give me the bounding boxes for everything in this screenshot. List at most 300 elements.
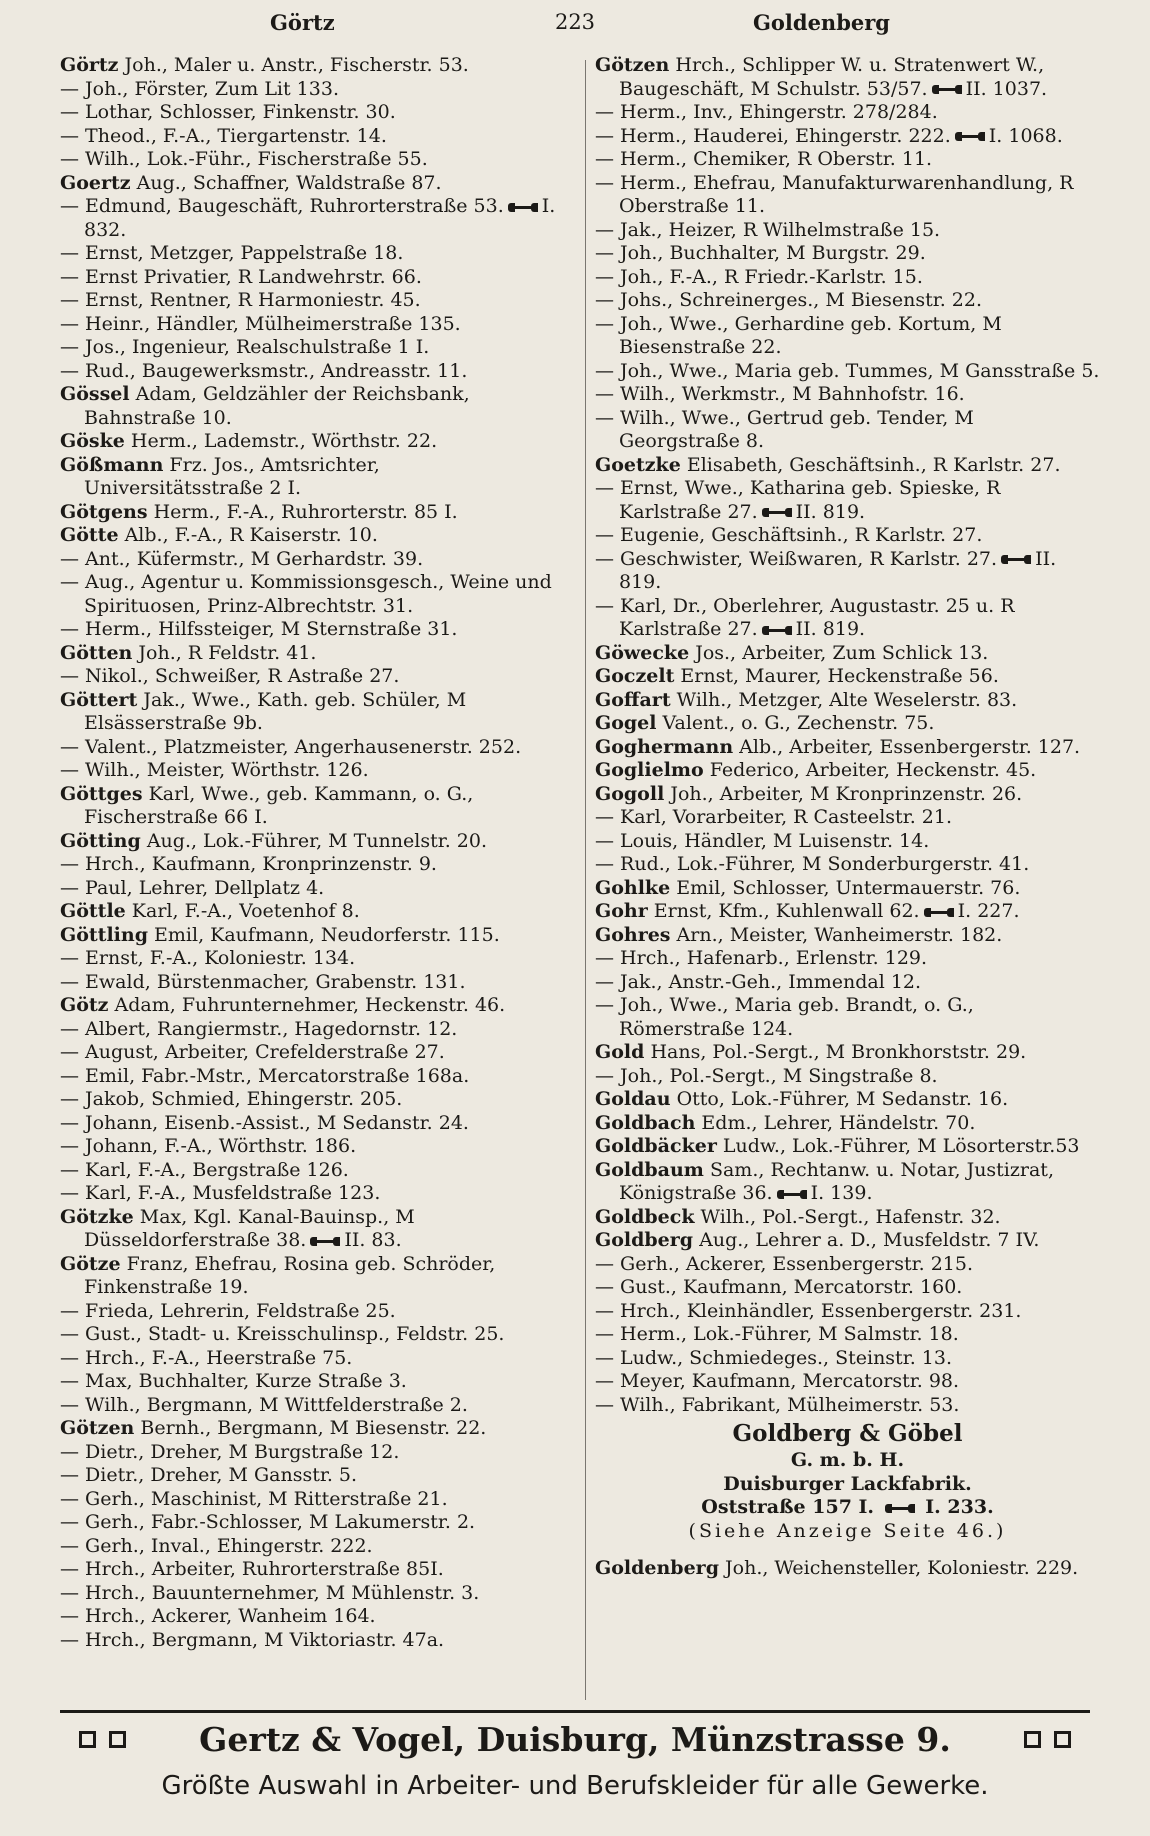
entry-surname: Goldenberg (595, 1557, 719, 1579)
entry-details: — Ernst Privatier, R Landwehrstr. 66. (60, 265, 422, 288)
entry-details: — Jos., Ingenieur, Realschulstraße 1 I. (60, 336, 430, 358)
entry-details: — Edmund, Baugeschäft, Ruhrorterstraße 53. (60, 195, 504, 217)
directory-entry (60, 430, 565, 454)
directory-entry (60, 1464, 565, 1488)
entry-details: Frz. Jos., Amtsrichter, Universitätsstraße 2 I. (84, 453, 380, 499)
entry-details: Wilh., Pol.-Sergt., Hafenstr. 32. (694, 1205, 1001, 1228)
entry-details: Arn., Meister, Wanheimerstr. 182. (670, 923, 1003, 946)
directory-entry (60, 1159, 565, 1183)
footer-advertisement (60, 1717, 1090, 1763)
entry-details: — Joh., Wwe., Maria geb. Tummes, M Gansstraße 5. (595, 359, 1100, 382)
entry-details: Jak., Wwe., Kath. geb. Schüler, M Elsässerstraße 9b. (84, 688, 467, 734)
directory-entry (60, 1347, 565, 1371)
directory-entry (60, 1112, 565, 1136)
directory-entry (595, 548, 1100, 595)
directory-entry (595, 54, 1100, 101)
square-ornament-icon (79, 1731, 96, 1748)
directory-entry (60, 1323, 565, 1347)
directory-entry (595, 1229, 1100, 1253)
directory-entry (60, 1018, 565, 1042)
entry-details: — Paul, Lehrer, Dellplatz 4. (60, 876, 325, 899)
entry-details: — Ludw., Schmiedeges., Steinstr. 13. (595, 1346, 952, 1369)
entry-details: Emil, Schlosser, Untermauerstr. 76. (670, 876, 1021, 899)
directory-entry (595, 783, 1100, 807)
entry-details: Herm., F.-A., Ruhrorterstr. 85 I. (147, 500, 458, 523)
square-ornament-icon (1024, 1731, 1041, 1748)
entry-details: Emil, Kaufmann, Neudorferstr. 115. (148, 923, 500, 946)
directory-entry (595, 971, 1100, 995)
entry-details: — August, Arbeiter, Crefelderstraße 27. (60, 1041, 445, 1063)
entry-details: — Wilh., Meister, Wörthstr. 126. (60, 759, 369, 781)
right-column (595, 54, 1100, 1581)
directory-entry (595, 219, 1100, 243)
entry-surname: Goldbaum (595, 1158, 704, 1181)
entry-details: — Joh., Wwe., Gerhardine geb. Kortum, M Biesenstraße 22. (595, 312, 1002, 358)
entry-surname: Gohres (595, 923, 671, 946)
entry-details: Karl, F.-A., Voetenhof 8. (125, 900, 360, 922)
entry-details: Sam., Rechtanw. u. Notar, Justizrat, Königstraße 36. (619, 1158, 1054, 1204)
directory-entry (60, 877, 565, 901)
entry-details: — Hrch., Bergmann, M Viktoriastr. 47a. (60, 1628, 445, 1651)
entry-details: — Meyer, Kaufmann, Mercatorstr. 98. (595, 1370, 960, 1392)
ad-phone: I. 233. (925, 1496, 994, 1518)
directory-entry (60, 1394, 565, 1418)
entry-details: Herm., Lademstr., Wörthstr. 22. (124, 430, 438, 452)
directory-entry (60, 1605, 565, 1629)
telephone-icon (777, 1190, 807, 1199)
entry-details: — Valent., Platzmeister, Angerhausenerstr. 252. (60, 735, 522, 758)
directory-entry (60, 783, 565, 830)
telephone-icon (762, 626, 792, 635)
ad-address: Oststraße 157 I. (701, 1496, 875, 1518)
directory-entry (60, 195, 565, 242)
entry-surname: Göske (60, 430, 125, 452)
entry-details: — Joh., F.-A., R Friedr.-Karlstr. 15. (595, 265, 923, 288)
telephone-icon (1001, 555, 1031, 564)
directory-entry (60, 524, 565, 548)
entry-surname: Gohlke (595, 876, 671, 899)
directory-entry (60, 924, 565, 948)
entry-details: — Hrch., Kleinhändler, Essenbergerstr. 231. (595, 1299, 1022, 1322)
entry-details: — Frieda, Lehrerin, Feldstraße 25. (60, 1299, 396, 1322)
right-column-final-entries (595, 1557, 1100, 1581)
telephone-icon (955, 132, 985, 141)
directory-entry (595, 125, 1100, 149)
entry-details: — Rud., Lok.-Führer, M Sonderburgerstr. 41. (595, 853, 1030, 875)
telephone-icon (885, 1504, 915, 1513)
entry-details: — Hrch., Ackerer, Wanheim 164. (60, 1605, 376, 1627)
directory-entry (60, 830, 565, 854)
directory-entry (595, 101, 1100, 125)
entry-details: — Herm., Lok.-Führer, M Salmstr. 18. (595, 1323, 959, 1345)
directory-entry (595, 877, 1100, 901)
header-left-keyword: Görtz (270, 10, 335, 35)
entry-details: — Ernst, Wwe., Katharina geb. Spieske, R Karlstraße 27. (595, 477, 1001, 523)
entry-details: — Ernst, Rentner, R Harmoniestr. 45. (60, 289, 421, 311)
directory-entry (60, 994, 565, 1018)
entry-surname: Götgens (60, 500, 148, 523)
entry-details: — Hrch., Arbeiter, Ruhrorterstraße 85I. (60, 1558, 444, 1580)
entry-surname: Gössel (60, 383, 130, 405)
entry-surname: Gohr (595, 900, 648, 922)
directory-entry (60, 947, 565, 971)
directory-entry (595, 806, 1100, 830)
entry-details: — Joh., Wwe., Maria geb. Brandt, o. G., Römerstraße 124. (595, 994, 974, 1040)
entry-surname: Götting (60, 829, 141, 852)
entry-details: Joh., Weichensteller, Koloniestr. 229. (718, 1557, 1079, 1579)
entry-details: Ludw., Lok.-Führer, M Lösorterstr.53 (716, 1135, 1080, 1157)
entry-surname: Göttle (60, 900, 126, 922)
directory-entry (60, 1300, 565, 1324)
entry-details: Alb., Arbeiter, Essenbergerstr. 127. (733, 735, 1081, 758)
entry-details: Max, Kgl. Kanal-Bauinsp., M Düsseldorferstraße 38. (84, 1205, 415, 1251)
page-header (60, 10, 1090, 38)
directory-entry (595, 947, 1100, 971)
directory-entry (595, 454, 1100, 478)
entry-surname: Goldau (595, 1088, 671, 1110)
entry-details: Adam, Geldzähler der Reichsbank, Bahnstraße 10. (84, 383, 470, 429)
directory-entry (60, 1206, 565, 1253)
directory-entry (60, 618, 565, 642)
entry-surname: Göttges (60, 782, 143, 805)
entry-details: Elisabeth, Geschäftsinh., R Karlstr. 27. (680, 453, 1061, 476)
directory-entry (60, 1041, 565, 1065)
ad-company-name: Goldberg & Göbel (732, 1420, 963, 1447)
entry-details: Bernh., Bergmann, M Biesenstr. 22. (134, 1417, 487, 1439)
footer-tagline: Größte Auswahl in Arbeiter- und Berufskleider für alle Gewerke. (161, 1771, 989, 1801)
directory-entry (60, 148, 565, 172)
entry-details: Hans, Pol.-Sergt., M Bronkhorststr. 29. (644, 1041, 1027, 1063)
entry-surname: Goffart (595, 688, 671, 711)
entry-details: — Aug., Agentur u. Kommissionsgesch., Weine und Spirituosen, Prinz-Albrechtstr. 31. (60, 571, 552, 617)
directory-entry (60, 971, 565, 995)
directory-entry (60, 289, 565, 313)
directory-entry (595, 736, 1100, 760)
directory-entry (595, 477, 1100, 524)
directory-entry (595, 595, 1100, 642)
directory-entry (595, 1557, 1100, 1581)
directory-entry (595, 1276, 1100, 1300)
directory-entry (595, 1065, 1100, 1089)
telephone-icon (310, 1237, 340, 1246)
entry-details: — Ant., Küfermstr., M Gerhardstr. 39. (60, 547, 424, 570)
entry-phone: I. 227. (957, 900, 1020, 922)
entry-surname: Goglielmo (595, 759, 704, 781)
entry-surname: Gogel (595, 712, 657, 734)
entry-details: Federico, Arbeiter, Heckenstr. 45. (703, 759, 1037, 781)
entry-details: — Johann, Eisenb.-Assist., M Sedanstr. 24. (60, 1111, 469, 1134)
directory-entry (595, 383, 1100, 407)
entry-details: — Heinr., Händler, Mülheimerstraße 135. (60, 312, 461, 335)
entry-surname: Goetzke (595, 453, 681, 476)
directory-entry (60, 501, 565, 525)
directory-entry (60, 336, 565, 360)
telephone-icon (508, 203, 538, 212)
entry-details: — Emil, Fabr.-Mstr., Mercatorstraße 168a. (60, 1064, 470, 1087)
header-right-keyword: Goldenberg (752, 10, 890, 35)
directory-entry (60, 642, 565, 666)
telephone-icon (762, 508, 792, 517)
entry-details: — Albert, Rangiermstr., Hagedornstr. 12. (60, 1017, 458, 1040)
entry-details: — Jak., Heizer, R Wilhelmstraße 15. (595, 218, 941, 241)
directory-entry (595, 1206, 1100, 1230)
entry-details: — Ernst, F.-A., Koloniestr. 134. (60, 947, 356, 969)
telephone-icon (924, 908, 954, 917)
inline-advertisement (595, 1419, 1100, 1543)
directory-entry (595, 759, 1100, 783)
entry-details: — Gerh., Inval., Ehingerstr. 222. (60, 1534, 373, 1557)
directory-entry (60, 172, 565, 196)
entry-details: Adam, Fuhrunternehmer, Heckenstr. 46. (108, 994, 506, 1016)
directory-entry (60, 1370, 565, 1394)
directory-entry (595, 1135, 1100, 1159)
entry-details: — Karl, Vorarbeiter, R Casteelstr. 21. (595, 806, 952, 828)
entry-details: Ernst, Maurer, Heckenstraße 56. (674, 665, 999, 687)
entry-details: — Johann, F.-A., Wörthstr. 186. (60, 1135, 357, 1157)
entry-details: — Joh., Förster, Zum Lit 133. (60, 77, 339, 100)
entry-details: — Gust., Stadt- u. Kreisschulinsp., Feldstr. 25. (60, 1323, 505, 1345)
entry-details: Jos., Arbeiter, Zum Schlick 13. (689, 641, 989, 664)
directory-entry (60, 900, 565, 924)
entry-details: — Wilh., Bergmann, M Wittfelderstraße 2. (60, 1393, 468, 1416)
ad-note: (Siehe Anzeige Seite 46.) (688, 1519, 1007, 1542)
directory-entry (595, 524, 1100, 548)
directory-entry (595, 900, 1100, 924)
directory-entry (595, 172, 1100, 219)
entry-details: — Wilh., Fabrikant, Mülheimerstr. 53. (595, 1393, 960, 1416)
directory-entry (60, 571, 565, 618)
directory-entry (595, 689, 1100, 713)
entry-phone: I. 1068. (988, 124, 1063, 147)
directory-entry (60, 1417, 565, 1441)
page-number: 223 (554, 10, 596, 34)
entry-details: — Eugenie, Geschäftsinh., R Karlstr. 27. (595, 524, 983, 546)
directory-entry (595, 1112, 1100, 1136)
entry-details: — Herm., Inv., Ehingerstr. 278/284. (595, 101, 938, 123)
entry-details: — Ernst, Metzger, Pappelstraße 18. (60, 242, 404, 264)
directory-entry (595, 924, 1100, 948)
entry-details: — Gerh., Maschinist, M Ritterstraße 21. (60, 1487, 448, 1510)
entry-details: — Rud., Baugewerksmstr., Andreasstr. 11. (60, 359, 468, 382)
entry-details: Aug., Lehrer a. D., Musfeldstr. 7 IV. (693, 1229, 1040, 1251)
entry-details: Valent., o. G., Zechenstr. 75. (656, 712, 935, 734)
entry-details: — Karl, F.-A., Bergstraße 126. (60, 1158, 349, 1181)
entry-details: — Wilh., Lok.-Führ., Fischerstraße 55. (60, 148, 428, 170)
directory-entry (60, 54, 565, 78)
entry-details: — Hrch., Hafenarb., Erlenstr. 129. (595, 947, 928, 969)
entry-details: Ernst, Kfm., Kuhlenwall 62. (647, 900, 920, 922)
entry-surname: Goczelt (595, 665, 675, 687)
entry-details: — Dietr., Dreher, M Gansstr. 5. (60, 1464, 358, 1486)
directory-entry (60, 1088, 565, 1112)
entry-details: — Hrch., F.-A., Heerstraße 75. (60, 1346, 353, 1369)
directory-entry (595, 242, 1100, 266)
ad-address-line (595, 1496, 1100, 1520)
entry-phone: II. 1037. (965, 77, 1048, 100)
directory-entry (595, 830, 1100, 854)
directory-entry (595, 1323, 1100, 1347)
entry-phone: II. 83. (344, 1229, 402, 1251)
entry-details: Alb., F.-A., R Kaiserstr. 10. (118, 524, 378, 546)
entry-surname: Gold (595, 1041, 645, 1063)
entry-details: — Karl, Dr., Oberlehrer, Augustastr. 25 u. R Karlstraße 27. (595, 594, 1015, 640)
directory-entry (60, 101, 565, 125)
directory-entry (595, 1159, 1100, 1206)
directory-entry (595, 360, 1100, 384)
entry-details: Hrch., Schlipper W. u. Stratenwert W., Baugeschäft, M Schulstr. 53/57. (619, 54, 1045, 100)
directory-entry (60, 736, 565, 760)
directory-entry (60, 313, 565, 337)
directory-entry (595, 642, 1100, 666)
directory-entry (595, 1347, 1100, 1371)
entry-details: — Herm., Ehefrau, Manufakturwarenhandlung, R Oberstraße 11. (595, 171, 1074, 217)
entry-details: — Dietr., Dreher, M Burgstraße 12. (60, 1440, 400, 1463)
square-ornament-icon (1054, 1731, 1071, 1748)
entry-details: Karl, Wwe., geb. Kammann, o. G., Fischerstraße 66 I. (84, 782, 474, 828)
directory-entry (595, 665, 1100, 689)
entry-details: — Jak., Anstr.-Geh., Immendal 12. (595, 970, 922, 993)
entry-details: — Gust., Kaufmann, Mercatorstr. 160. (595, 1276, 963, 1298)
directory-entry (595, 289, 1100, 313)
entry-surname: Gößmann (60, 453, 164, 476)
entry-details: — Herm., Chemiker, R Oberstr. 11. (595, 148, 933, 170)
entry-details: Otto, Lok.-Führer, M Sedanstr. 16. (670, 1088, 1009, 1110)
directory-entry (60, 1535, 565, 1559)
directory-entry (60, 1629, 565, 1653)
directory-entry (595, 994, 1100, 1041)
entry-surname: Goldbäcker (595, 1135, 717, 1157)
directory-entry (60, 1135, 565, 1159)
ad-business: Duisburger Lackfabrik. (723, 1472, 972, 1495)
directory-entry (60, 1253, 565, 1300)
directory-entry (595, 1041, 1100, 1065)
directory-entry (60, 759, 565, 783)
telephone-icon (932, 85, 962, 94)
right-column-entries (595, 54, 1100, 1417)
directory-entry (60, 665, 565, 689)
directory-entry (595, 712, 1100, 736)
entry-surname: Gogoll (595, 782, 665, 805)
directory-entry (60, 1582, 565, 1606)
directory-entry (60, 689, 565, 736)
entry-surname: Goldberg (595, 1229, 694, 1251)
entry-details: — Max, Buchhalter, Kurze Straße 3. (60, 1370, 407, 1392)
entry-details: — Karl, F.-A., Musfeldstraße 123. (60, 1182, 381, 1204)
entry-details: Edm., Lehrer, Händelstr. 70. (695, 1111, 976, 1134)
entry-details: — Herm., Hilfssteiger, M Sternstraße 31. (60, 618, 458, 640)
entry-surname: Götze (60, 1252, 121, 1275)
entry-surname: Goldbeck (595, 1205, 695, 1228)
entry-surname: Götzke (60, 1205, 134, 1228)
entry-details: — Wilh., Werkmstr., M Bahnhofstr. 16. (595, 383, 965, 405)
entry-surname: Goghermann (595, 735, 734, 758)
square-ornament-icon (109, 1731, 126, 1748)
directory-entry (595, 407, 1100, 454)
entry-details: — Geschwister, Weißwaren, R Karlstr. 27. (595, 547, 998, 570)
ad-company-form: G. m. b. H. (790, 1449, 905, 1471)
directory-entry (60, 242, 565, 266)
entry-details: — Joh., Pol.-Sergt., M Singstraße 8. (595, 1064, 938, 1087)
entry-surname: Götzen (595, 54, 670, 76)
entry-details: — Wilh., Wwe., Gertrud geb. Tender, M Georgstraße 8. (595, 406, 974, 452)
entry-details: — Jakob, Schmied, Ehingerstr. 205. (60, 1088, 403, 1110)
directory-entry (595, 266, 1100, 290)
directory-entry (60, 360, 565, 384)
entry-details: Joh., Maler u. Anstr., Fischerstr. 53. (118, 54, 469, 76)
directory-entry (595, 1253, 1100, 1277)
entry-details: Joh., Arbeiter, M Kronprinzenstr. 26. (664, 782, 1023, 805)
directory-entry (60, 383, 565, 430)
entry-phone: II. 819. (795, 618, 866, 640)
left-column (60, 54, 565, 1652)
directory-entry (595, 313, 1100, 360)
entry-details: Joh., R Feldstr. 41. (132, 641, 317, 664)
entry-surname: Göttert (60, 688, 138, 711)
directory-entry (595, 148, 1100, 172)
directory-entry (60, 1558, 565, 1582)
entry-phone: I. 139. (810, 1182, 873, 1204)
entry-details: — Gerh., Ackerer, Essenbergerstr. 215. (595, 1252, 974, 1275)
entry-details: — Ewald, Bürstenmacher, Grabenstr. 131. (60, 970, 466, 993)
entry-surname: Götzen (60, 1417, 135, 1439)
column-divider (585, 60, 586, 1700)
entry-surname: Göwecke (595, 641, 690, 664)
entry-details: Franz, Ehefrau, Rosina geb. Schröder, Finkenstraße 19. (84, 1252, 496, 1298)
entry-surname: Götz (60, 994, 109, 1016)
entry-details: — Louis, Händler, M Luisenstr. 14. (595, 829, 930, 852)
directory-entry (60, 548, 565, 572)
directory-entry (60, 125, 565, 149)
entry-details: Aug., Lok.-Führer, M Tunnelstr. 20. (140, 829, 488, 852)
entry-details: Aug., Schaffner, Waldstraße 87. (130, 171, 442, 194)
directory-entry (60, 1511, 565, 1535)
entry-surname: Göttling (60, 923, 148, 946)
directory-entry (595, 1088, 1100, 1112)
directory-entry (595, 1394, 1100, 1418)
entry-details: — Hrch., Bauunternehmer, M Mühlenstr. 3. (60, 1581, 480, 1604)
entry-details: — Johs., Schreinerges., M Biesenstr. 22. (595, 289, 983, 311)
entry-surname: Goldbach (595, 1111, 696, 1134)
entry-surname: Goertz (60, 171, 131, 194)
directory-entry (60, 266, 565, 290)
directory-entry (60, 1488, 565, 1512)
entry-details: — Gerh., Fabr.-Schlosser, M Lakumerstr. 2. (60, 1511, 476, 1533)
entry-surname: Götten (60, 641, 133, 664)
directory-entry (595, 1370, 1100, 1394)
directory-entry (60, 78, 565, 102)
directory-entry (60, 1065, 565, 1089)
directory-entry (60, 853, 565, 877)
directory-entry (60, 1182, 565, 1206)
directory-entry (595, 853, 1100, 877)
entry-phone: II. 819. (795, 500, 866, 523)
entry-details: — Lothar, Schlosser, Finkenstr. 30. (60, 101, 396, 123)
footer-ad-title: Gertz & Vogel, Duisburg, Münzstrasse 9. (199, 1720, 951, 1759)
entry-surname: Götte (60, 524, 119, 546)
entry-details: — Herm., Hauderei, Ehingerstr. 222. (595, 124, 951, 147)
entry-phone: I. 832. (84, 195, 556, 241)
entry-phone: II. 819. (619, 547, 1057, 593)
directory-entry (60, 454, 565, 501)
entry-details: — Hrch., Kaufmann, Kronprinzenstr. 9. (60, 853, 437, 875)
entry-details: — Theod., F.-A., Tiergartenstr. 14. (60, 124, 387, 147)
directory-entry (60, 1441, 565, 1465)
entry-details: Wilh., Metzger, Alte Weselerstr. 83. (670, 688, 1018, 711)
directory-entry (595, 1300, 1100, 1324)
entry-details: — Nikol., Schweißer, R Astraße 27. (60, 665, 400, 687)
footer-rule (60, 1710, 1090, 1713)
entry-surname: Görtz (60, 54, 119, 76)
